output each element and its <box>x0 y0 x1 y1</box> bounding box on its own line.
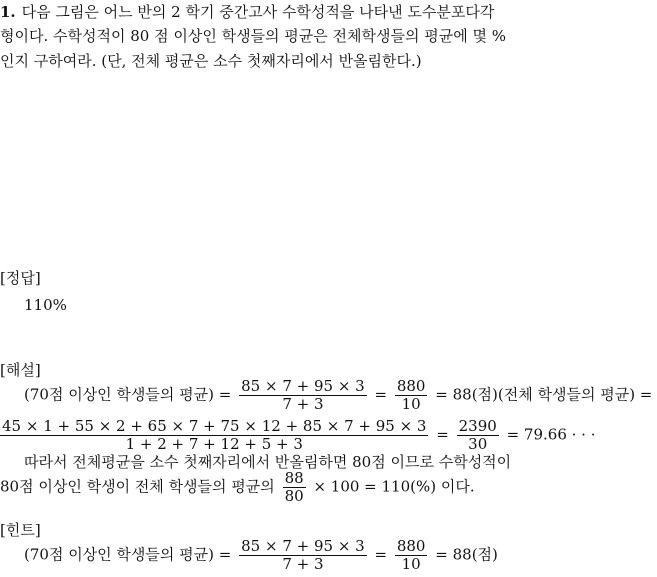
explanation-label: [해설] <box>0 361 41 379</box>
explanation-line-4 <box>0 470 475 505</box>
eq2-equals: = <box>436 425 449 444</box>
line4-den: 80 <box>284 487 304 505</box>
explanation-equation-1 <box>24 378 652 413</box>
eq1-num2: 880 <box>396 377 426 395</box>
hint-num1: 85 × 7 + 95 × 3 <box>241 537 365 555</box>
eq2-fraction-2 <box>457 418 499 453</box>
hint-label: [힌트] <box>0 521 41 539</box>
eq1-equals: = <box>374 385 388 404</box>
eq2-num1: 45 × 1 + 55 × 2 + 65 × 7 + 75 × 12 + 85 × 7 + 95 × 3 <box>2 417 427 435</box>
figure-placeholder <box>0 82 657 262</box>
hint-equation <box>24 538 498 573</box>
explanation-equation-2 <box>0 418 595 453</box>
eq1-fraction-2 <box>395 378 428 413</box>
line4-pre: 80점 이상인 학생이 전체 학생들의 평균의 <box>0 477 275 496</box>
hint-fraction-2 <box>395 538 428 573</box>
eq1-den1: 7 + 3 <box>239 395 367 413</box>
line4-post: × 100 = 110(%) 이다. <box>313 477 475 496</box>
question-number: 1. <box>0 3 16 21</box>
eq1-rhs: = 88(점)(전체 학생들의 평균) = <box>435 385 653 404</box>
eq2-rhs: = 79.66 · · · <box>506 425 596 444</box>
question-line-3: 인지 구하여라. (단, 전체 평균은 소수 첫째자리에서 반올림한다.) <box>0 52 422 70</box>
answer-label: [정답] <box>0 269 41 287</box>
eq1-num1: 85 × 7 + 95 × 3 <box>241 377 365 395</box>
eq1-fraction-1 <box>239 378 367 413</box>
eq1-lhs: (70점 이상인 학생들의 평균) = <box>24 385 232 404</box>
question-line-1 <box>0 2 494 22</box>
question-line-2: 형이다. 수학성적이 80 점 이상인 학생들의 평균은 전체학생들의 평균에 몇 % <box>0 27 507 45</box>
eq2-den1: 1 + 2 + 7 + 12 + 5 + 3 <box>0 435 428 453</box>
question-text-1: 다음 그림은 어느 반의 2 학기 중간고사 수학성적을 나타낸 도수분포다각 <box>21 3 495 21</box>
hint-equals: = <box>374 545 388 564</box>
eq2-fraction-1 <box>0 418 428 453</box>
hint-num2: 880 <box>396 537 426 555</box>
explanation-line-3: 따라서 전체평균을 소수 첫째자리에서 반올림하면 80점 이므로 수학성적이 <box>24 453 512 471</box>
eq2-num2: 2390 <box>458 417 497 435</box>
eq1-den2: 10 <box>395 395 428 413</box>
hint-den2: 10 <box>395 555 428 573</box>
eq2-den2: 30 <box>457 435 499 453</box>
line4-fraction <box>283 470 306 505</box>
line4-num: 88 <box>284 469 304 487</box>
hint-rhs: = 88(점) <box>435 545 498 564</box>
hint-lhs: (70점 이상인 학생들의 평균) = <box>24 545 232 564</box>
hint-den1: 7 + 3 <box>239 555 367 573</box>
answer-value: 110% <box>24 296 67 314</box>
hint-fraction-1 <box>239 538 367 573</box>
